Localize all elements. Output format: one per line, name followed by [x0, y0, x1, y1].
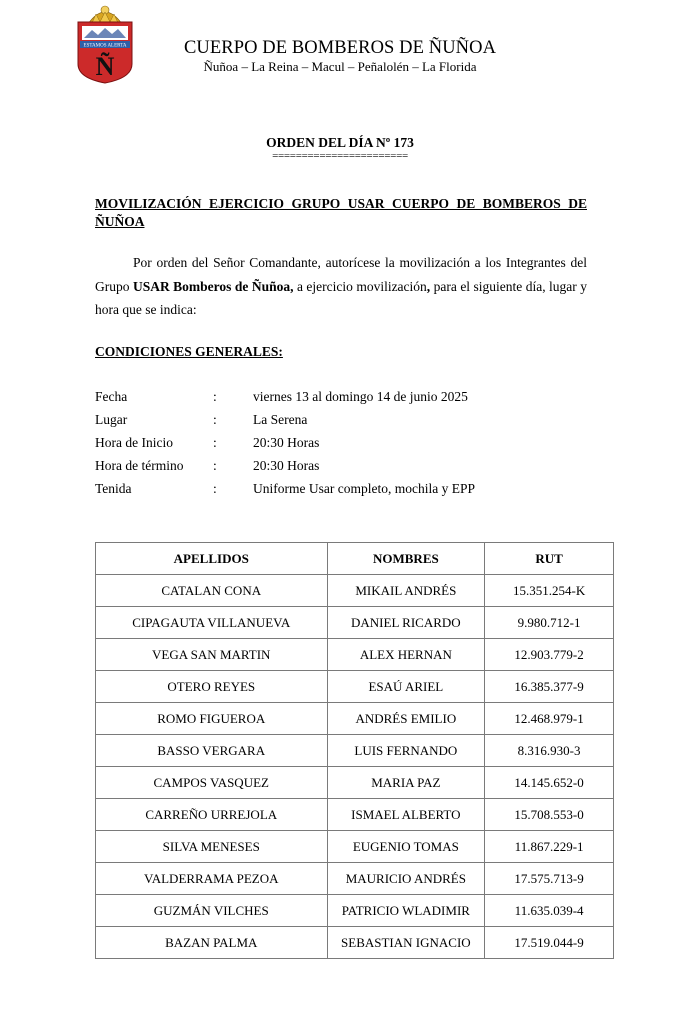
cell-surnames: GUZMÁN VILCHES	[96, 895, 328, 927]
order-title: ORDEN DEL DÍA Nº 173	[266, 135, 414, 150]
cell-names: PATRICIO WLADIMIR	[327, 895, 485, 927]
column-header-rut: RUT	[485, 543, 614, 575]
members-table	[95, 542, 614, 959]
condition-label: Hora de Inicio	[95, 435, 173, 450]
cell-names: LUIS FERNANDO	[327, 735, 485, 767]
condition-colon: :	[213, 389, 217, 404]
cell-rut: 11.867.229-1	[485, 831, 614, 863]
table-row	[96, 767, 614, 799]
condition-label: Lugar	[95, 412, 128, 427]
organization-name: CUERPO DE BOMBEROS DE ÑUÑOA	[183, 38, 497, 58]
cell-rut: 9.980.712-1	[485, 607, 614, 639]
cell-names: DANIEL RICARDO	[327, 607, 485, 639]
condition-label: Hora de término	[95, 458, 184, 473]
cell-names: MIKAIL ANDRÉS	[327, 575, 485, 607]
cell-names: MARIA PAZ	[327, 767, 485, 799]
table-row	[96, 799, 614, 831]
cell-rut: 15.351.254-K	[485, 575, 614, 607]
cell-rut: 11.635.039-4	[485, 895, 614, 927]
condition-value: 20:30 Horas	[253, 435, 320, 450]
condition-colon: :	[213, 435, 217, 450]
table-row	[96, 735, 614, 767]
table-row	[96, 575, 614, 607]
cell-names: ANDRÉS EMILIO	[327, 703, 485, 735]
cell-surnames: CAMPOS VASQUEZ	[96, 767, 328, 799]
conditions-heading: CONDICIONES GENERALES:	[95, 344, 283, 359]
cell-names: ALEX HERNAN	[327, 639, 485, 671]
table-row	[96, 927, 614, 959]
condition-label: Fecha	[95, 389, 128, 404]
table-row	[96, 639, 614, 671]
condition-colon: :	[213, 481, 217, 496]
table-row	[96, 895, 614, 927]
condition-value: La Serena	[253, 412, 308, 427]
paragraph-line-1: Por orden del Señor Comandante, autorícese la movilización a los Integrantes del	[133, 255, 587, 270]
cell-names: MAURICIO ANDRÉS	[327, 863, 485, 895]
table-row	[96, 831, 614, 863]
paragraph-comma: ,	[426, 278, 431, 294]
column-header-surnames: APELLIDOS	[96, 543, 328, 575]
paragraph-text: a ejercicio movilización	[293, 278, 427, 294]
cell-rut: 17.519.044-9	[485, 927, 614, 959]
paragraph-line-2	[95, 275, 587, 299]
cell-surnames: BAZAN PALMA	[96, 927, 328, 959]
cell-surnames: OTERO REYES	[96, 671, 328, 703]
cell-names: SEBASTIAN IGNACIO	[327, 927, 485, 959]
cell-rut: 17.575.713-9	[485, 863, 614, 895]
column-header-names: NOMBRES	[327, 543, 485, 575]
order-paragraph	[95, 251, 587, 322]
cell-surnames: VEGA SAN MARTIN	[96, 639, 328, 671]
table-row	[96, 607, 614, 639]
cell-surnames: VALDERRAMA PEZOA	[96, 863, 328, 895]
paragraph-text: para el siguiente día, lugar y	[430, 278, 587, 294]
emblem-crest	[88, 6, 122, 24]
cell-surnames: CARREÑO URREJOLA	[96, 799, 328, 831]
cell-surnames: BASSO VERGARA	[96, 735, 328, 767]
condition-value: Uniforme Usar completo, mochila y EPP	[253, 481, 475, 496]
cell-rut: 12.468.979-1	[485, 703, 614, 735]
organization-communes: Ñuñoa – La Reina – Macul – Peñalolén – La Florida	[203, 59, 477, 74]
cell-rut: 16.385.377-9	[485, 671, 614, 703]
condition-value: viernes 13 al domingo 14 de junio 2025	[253, 389, 468, 404]
paragraph-line-3: hora que se indica:	[95, 302, 197, 317]
table-header-row	[96, 543, 614, 575]
cell-surnames: CATALAN CONA	[96, 575, 328, 607]
subject-line-1: MOVILIZACIÓN EJERCICIO GRUPO USAR CUERPO DE BOMBEROS DE	[95, 196, 587, 211]
emblem-letter: Ñ	[95, 52, 115, 81]
table-row	[96, 703, 614, 735]
cell-names: ESAÚ ARIEL	[327, 671, 485, 703]
cell-surnames: SILVA MENESES	[96, 831, 328, 863]
emblem-banner-text: ESTAMOS ALERTA	[83, 43, 127, 49]
condition-value: 20:30 Horas	[253, 458, 320, 473]
cell-surnames: CIPAGAUTA VILLANUEVA	[96, 607, 328, 639]
cell-rut: 8.316.930-3	[485, 735, 614, 767]
paragraph-group-name: USAR Bomberos de Ñuñoa,	[132, 278, 294, 294]
table-row	[96, 863, 614, 895]
cell-rut: 12.903.779-2	[485, 639, 614, 671]
order-title-rule: =======================	[272, 150, 408, 162]
condition-colon: :	[213, 458, 217, 473]
cell-names: EUGENIO TOMAS	[327, 831, 485, 863]
cell-rut: 14.145.652-0	[485, 767, 614, 799]
table-row	[96, 671, 614, 703]
condition-label: Tenida	[95, 481, 132, 496]
cell-names: ISMAEL ALBERTO	[327, 799, 485, 831]
cell-rut: 15.708.553-0	[485, 799, 614, 831]
fire-department-emblem	[74, 2, 136, 84]
condition-colon: :	[213, 412, 217, 427]
cell-surnames: ROMO FIGUEROA	[96, 703, 328, 735]
paragraph-text: Grupo	[95, 278, 133, 294]
subject-line-2: ÑUÑOA	[95, 214, 145, 229]
